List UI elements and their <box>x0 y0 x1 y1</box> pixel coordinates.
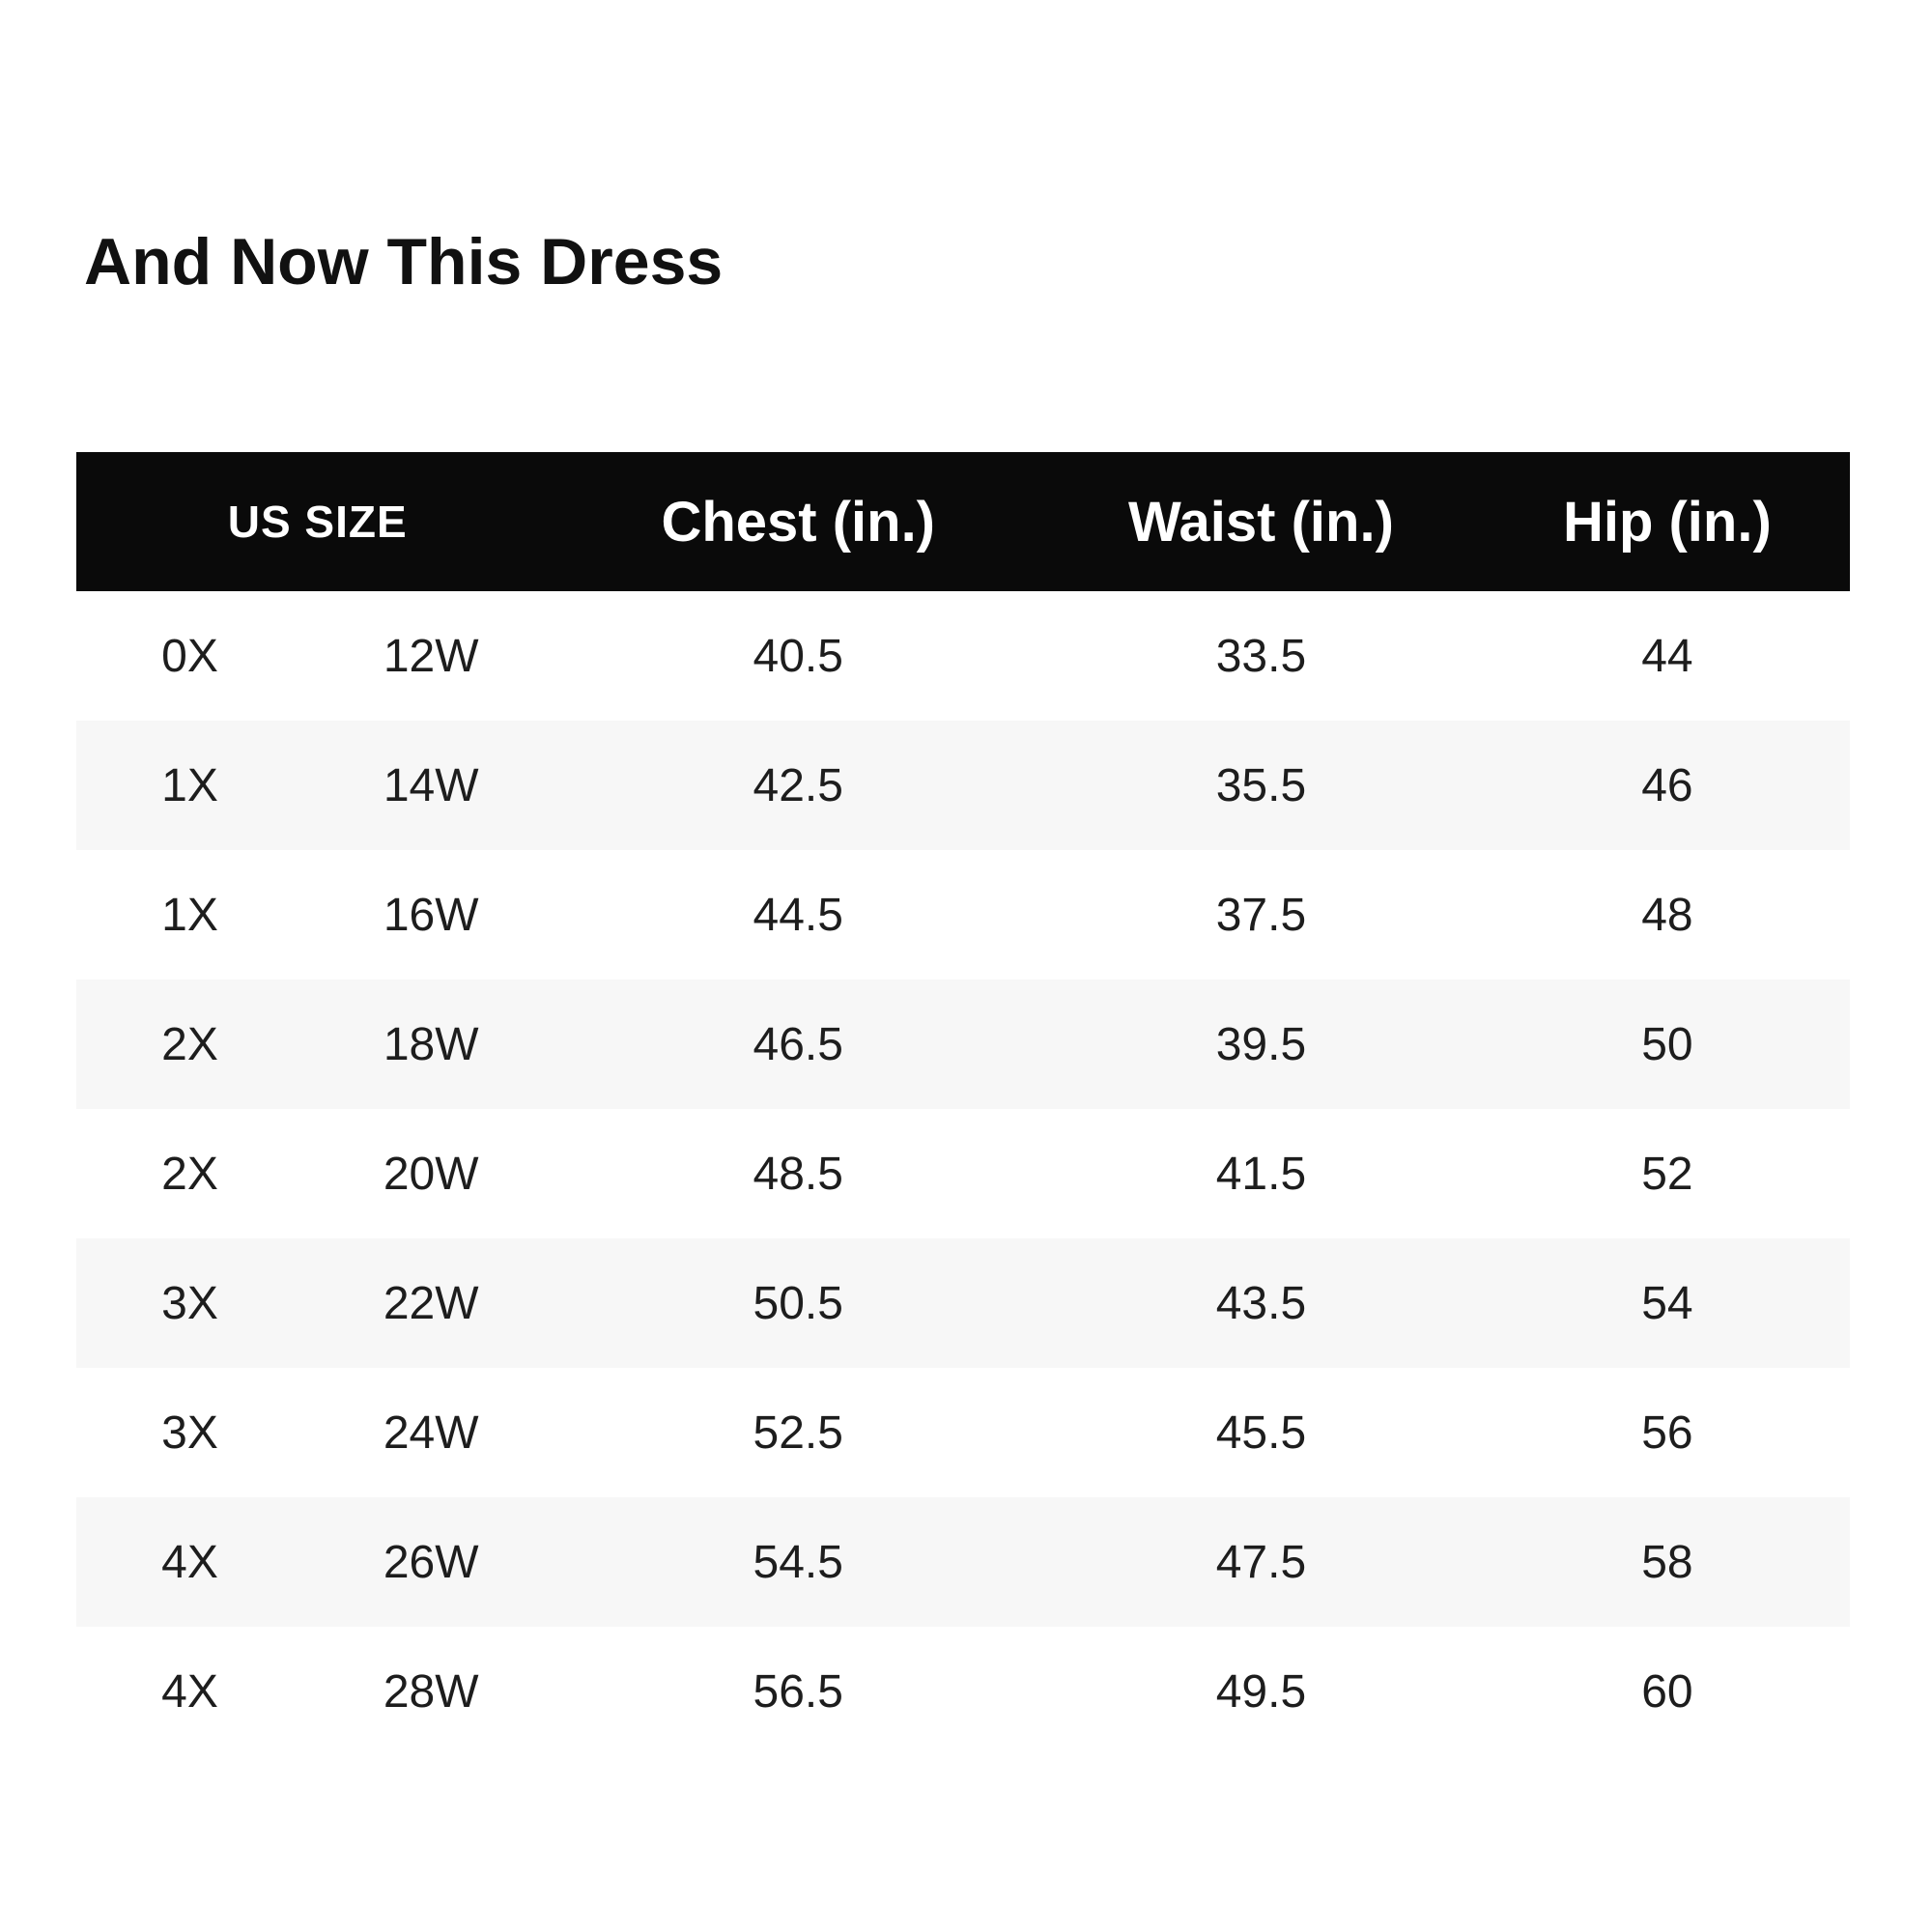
us-size-w-cell: 28W <box>383 1665 479 1718</box>
hip-cell: 56 <box>1641 1406 1693 1459</box>
table-row <box>76 1627 1850 1756</box>
hip-cell: 58 <box>1641 1536 1693 1588</box>
size-table-body <box>76 591 1850 1756</box>
waist-cell: 39.5 <box>1215 1018 1307 1070</box>
table-row <box>76 1368 1850 1497</box>
us-size-x-cell: 3X <box>161 1277 218 1329</box>
chest-cell: 48.5 <box>753 1148 843 1200</box>
chest-cell: 50.5 <box>753 1277 843 1329</box>
us-size-x-cell: 2X <box>161 1148 218 1200</box>
us-size-w-cell: 18W <box>383 1018 479 1070</box>
waist-column-header: Waist (in.) <box>1037 452 1485 591</box>
chest-cell: 44.5 <box>753 889 843 941</box>
us-size-x-cell: 3X <box>161 1406 218 1459</box>
us-size-w-cell: 16W <box>383 889 479 941</box>
us-size-column-header: US SIZE <box>76 452 558 591</box>
chest-cell: 52.5 <box>753 1406 843 1459</box>
hip-cell: 60 <box>1641 1665 1693 1718</box>
us-size-x-cell: 2X <box>161 1018 218 1070</box>
table-row <box>76 850 1850 980</box>
us-size-w-cell: 20W <box>383 1148 479 1200</box>
us-size-w-cell: 22W <box>383 1277 479 1329</box>
table-row <box>76 591 1850 721</box>
chest-cell: 42.5 <box>753 759 843 811</box>
page-title: And Now This Dress <box>84 224 724 298</box>
us-size-x-cell: 0X <box>161 630 218 682</box>
us-size-w-cell: 12W <box>383 630 479 682</box>
waist-cell: 49.5 <box>1215 1665 1307 1718</box>
table-row <box>76 721 1850 850</box>
waist-cell: 37.5 <box>1215 889 1307 941</box>
waist-cell: 33.5 <box>1215 630 1307 682</box>
us-size-x-cell: 4X <box>161 1536 218 1588</box>
waist-cell: 47.5 <box>1215 1536 1307 1588</box>
us-size-w-cell: 14W <box>383 759 479 811</box>
us-size-w-cell: 26W <box>383 1536 479 1588</box>
hip-cell: 44 <box>1641 630 1693 682</box>
hip-cell: 46 <box>1641 759 1693 811</box>
us-size-x-cell: 4X <box>161 1665 218 1718</box>
table-row <box>76 1497 1850 1627</box>
chest-cell: 54.5 <box>753 1536 843 1588</box>
waist-cell: 45.5 <box>1215 1406 1307 1459</box>
header-row <box>76 452 1850 591</box>
waist-cell: 35.5 <box>1215 759 1307 811</box>
us-size-w-cell: 24W <box>383 1406 479 1459</box>
hip-column-header: Hip (in.) <box>1485 452 1850 591</box>
chest-cell: 46.5 <box>753 1018 843 1070</box>
hip-cell: 50 <box>1641 1018 1693 1070</box>
us-size-x-cell: 1X <box>161 759 218 811</box>
hip-cell: 52 <box>1641 1148 1693 1200</box>
chest-cell: 56.5 <box>753 1665 843 1718</box>
chest-column-header: Chest (in.) <box>558 452 1037 591</box>
waist-cell: 41.5 <box>1215 1148 1307 1200</box>
size-chart-table <box>76 452 1850 1756</box>
waist-cell: 43.5 <box>1215 1277 1307 1329</box>
us-size-x-cell: 1X <box>161 889 218 941</box>
size-chart-header <box>76 452 1850 591</box>
table-row <box>76 1238 1850 1368</box>
table-row <box>76 980 1850 1109</box>
hip-cell: 48 <box>1641 889 1693 941</box>
hip-cell: 54 <box>1641 1277 1693 1329</box>
table-row <box>76 1109 1850 1238</box>
chest-cell: 40.5 <box>753 630 843 682</box>
